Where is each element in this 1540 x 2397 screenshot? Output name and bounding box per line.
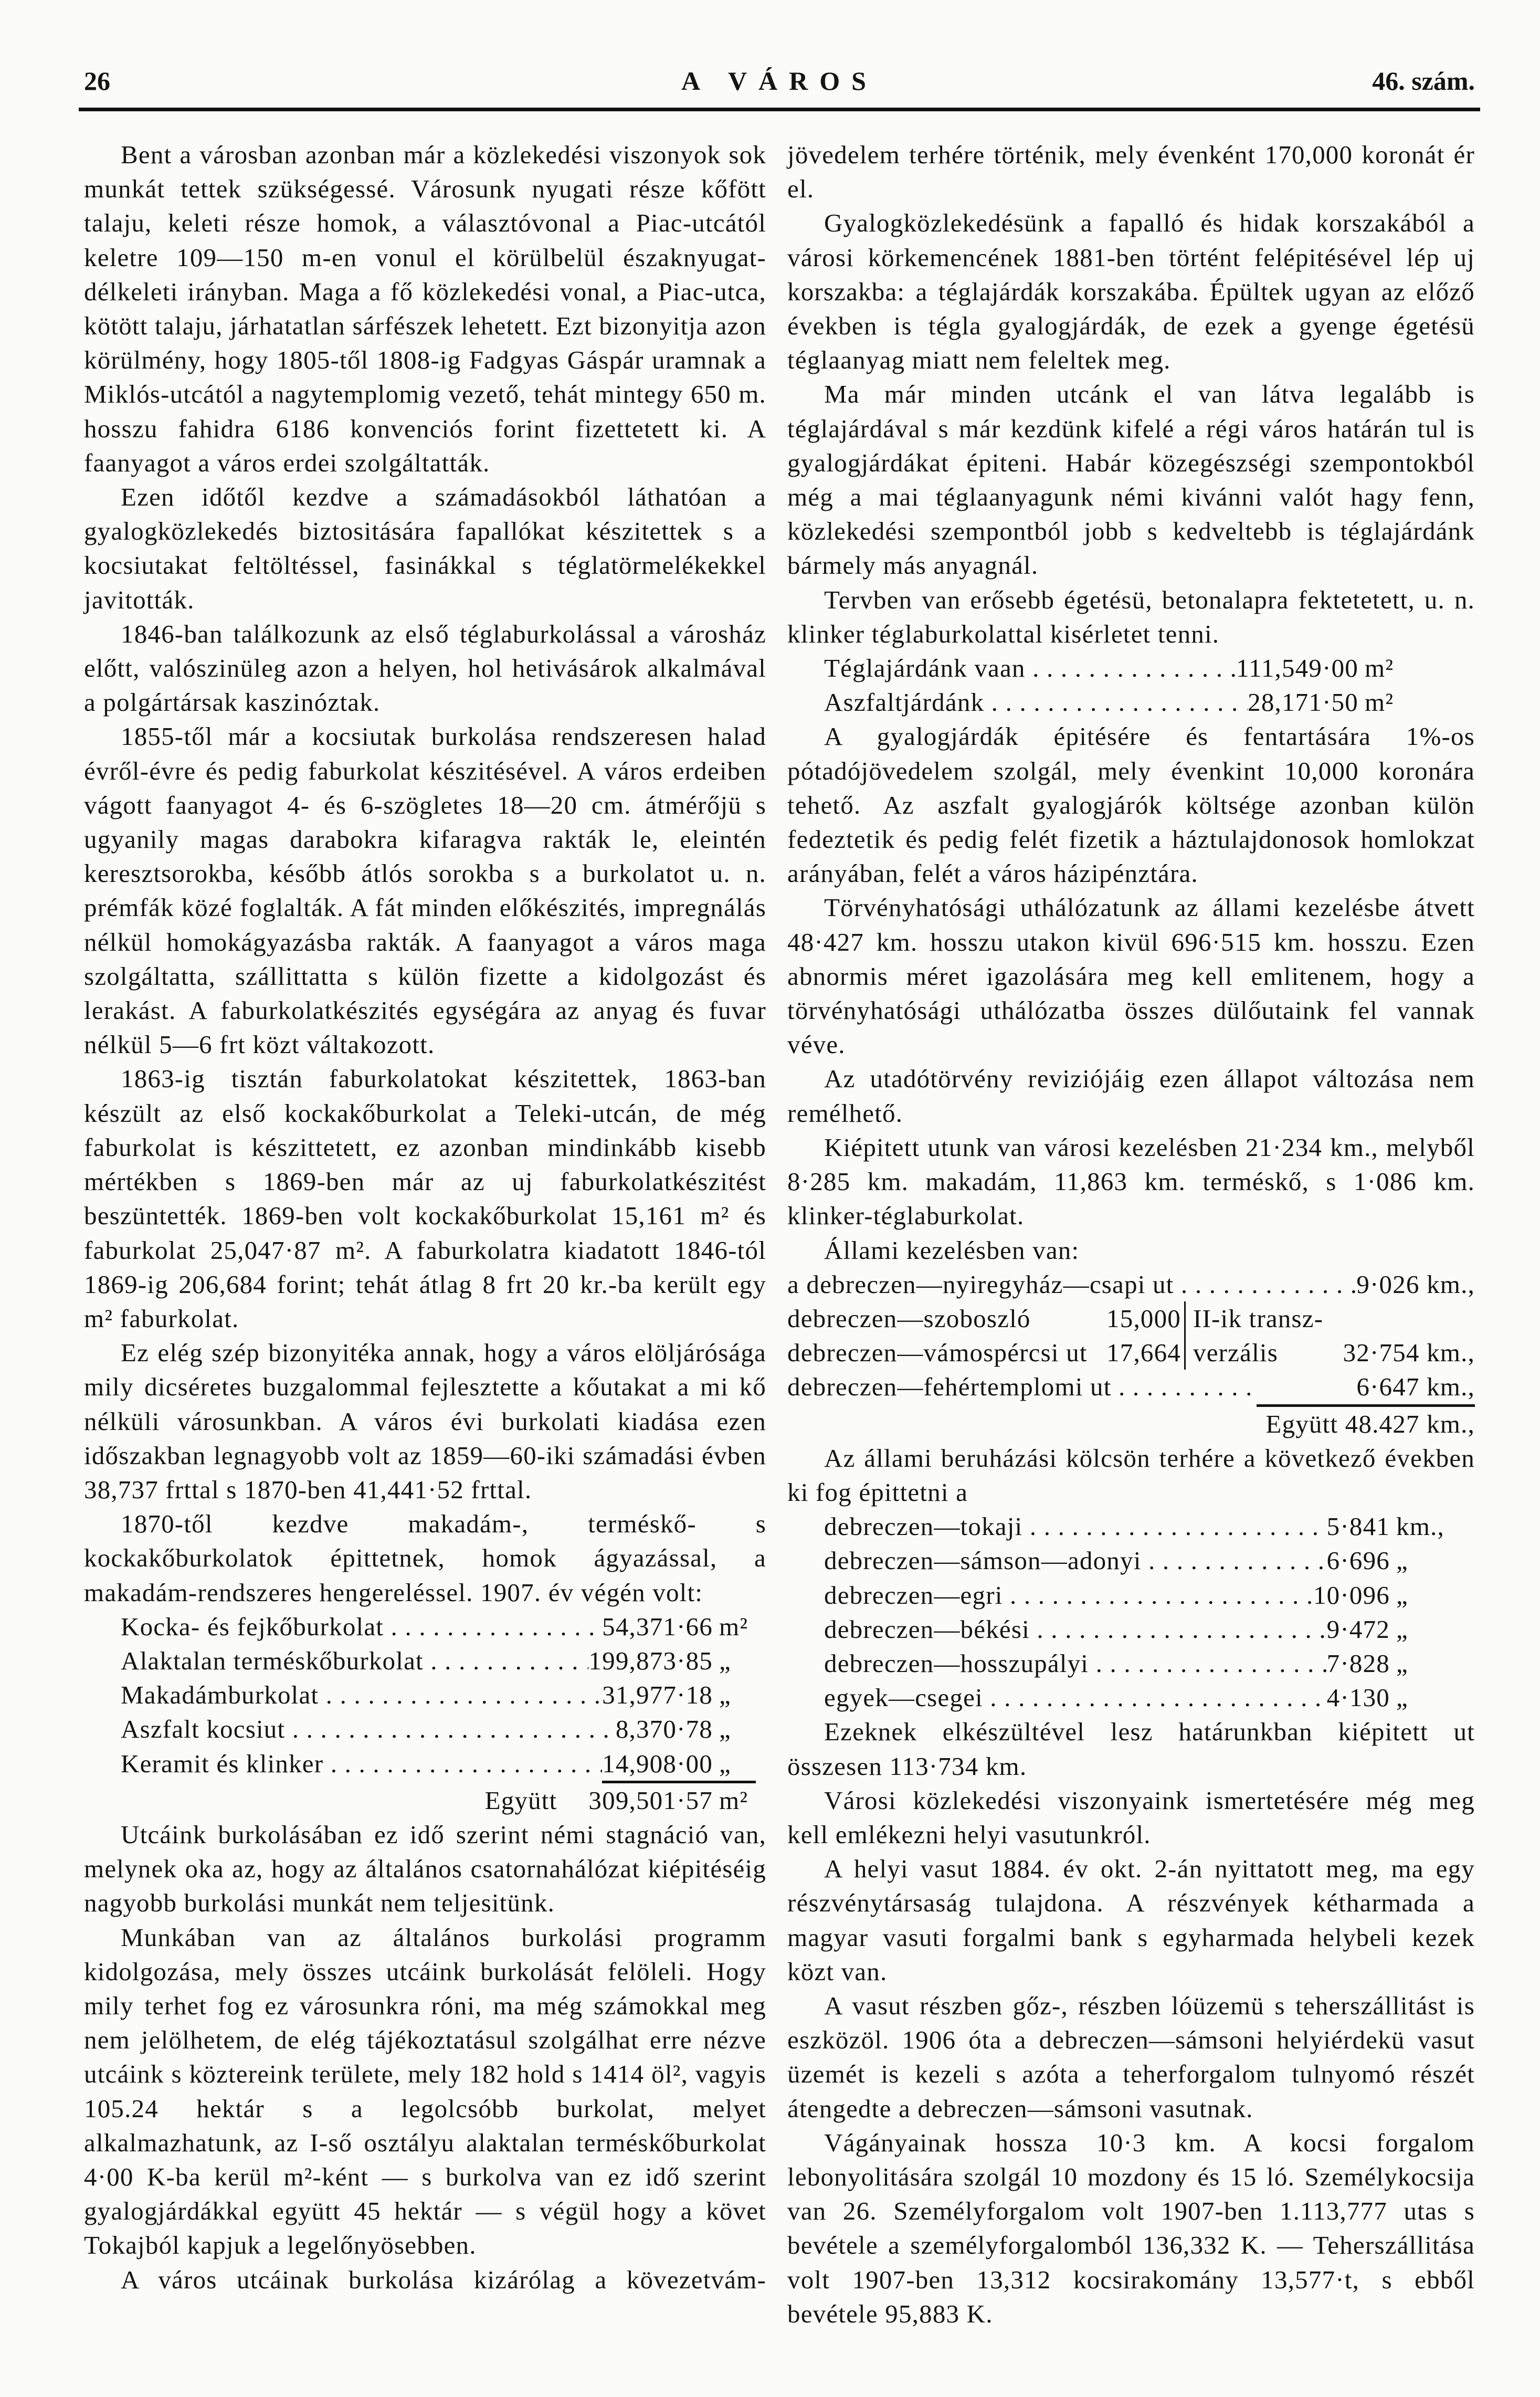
table-row: egyek—csegei . . . 4·130 „ <box>824 1680 1454 1715</box>
paragraph: Ezeknek elkészültével lesz határunkban kiépitett ut összesen 113·734 km. <box>787 1717 1475 1781</box>
table-row: Téglajárdánk vaan . . . 111,549·00 m² <box>824 651 1401 685</box>
table-row: Keramit és klinker . . . 14,908·00 „ <box>121 1747 756 1783</box>
table-row: Makadámburkolat . . . 31,977·18 „ <box>121 1678 756 1712</box>
newspaper-title: A VÁROS <box>681 66 878 96</box>
paragraph: Utcáink burkolásában ez idő szerint némi stagnáció van, melynek oka az, hogy az általános csatornahálózat kiépitéséig nagyobb burkolási munkát nem teljesitünk. <box>84 1820 766 1918</box>
left-column <box>84 138 766 2297</box>
table-row: Aszfaltjárdánk . . . 28,171·50 m² <box>824 685 1401 719</box>
paragraph: Állami kezelésben van: <box>824 1235 1080 1265</box>
paragraph: A város utcáinak burkolása kizárólag a kövezetvám- <box>121 2265 766 2294</box>
paragraph: A vasut részben gőz-, részben lóüzemü s teherszállitást is eszközöl. 1906 óta a debreczen—sámsoni helyiérdekü vasut üzemét is kezeli s azóta a teherforgalom tulnyomó részét átengedte a debreczen—sámsoni vasutnak. <box>787 1991 1475 2123</box>
paragraph: Ez elég szép bizonyitéka annak, hogy a város elöljárósága mily dicséretes buzgalommal fejlesztette a kőutakat a mi kő nélküli városunkban. A város évi burkolati kiadása ezen időszakban legnagyobb volt az 1859—60-iki számadási évben 38,737 frttal s 1870-ben 41,441·52 frttal. <box>84 1338 766 1504</box>
paving-table <box>84 1610 766 1817</box>
paragraph: 1855-től már a kocsiutak burkolása rendszeresen halad évről-évre és pedig faburkolat készitésével. A város erdeiben vágott faanyagot 4- és 6-szögletes 18—20 cm. átmérőjü s ugyanily magas darabokra kifaragva rakták le, eleintén keresztsorokba, később átlós sorokba s a burkolatot u. n. prémfák közé foglalták. A fát minden előkészités, impregnálás nélkül homokágyazásba rakták. A faanyagot a város maga szolgáltatta, szállittatta s külön fizette a kidolgozást és lerakást. A faburkolatkészités egységára az anyag és fuvar nélkül 5—6 frt közt váltakozott. <box>84 722 766 1059</box>
table-row: debreczen—sámson—adonyi . . . 6·696 „ <box>824 1543 1454 1578</box>
paragraph: A gyalogjárdák épitésére és fentartására 1%-os pótadójövedelem szolgál, mely évenkint 10,000 koronára tehető. Az aszfalt gyalogjárók költsége azonban külön fedeztetik és pedig felét fizetik a háztulajdonosok homlokzat arányában, felét a város házipénztára. <box>787 722 1475 888</box>
paragraph: Ezen időtől kezdve a számadásokból láthatóan a gyalogközlekedés biztositására fapallókat készitettek s a kocsiutakat feltöltéssel, fasinákkal s téglatörmelékekkel javitották. <box>84 482 766 614</box>
right-column <box>787 138 1475 2331</box>
paragraph: Kiépitett utunk van városi kezelésben 21·234 km., melyből 8·285 km. makadám, 11,863 km. terméskő, s 1·086 km. klinker-téglaburkolat. <box>787 1132 1475 1231</box>
table-row: debreczen—egri . . . 10·096 „ <box>824 1578 1454 1612</box>
paragraph: Gyalogközlekedésünk a fapalló és hidak korszakából a városi körkemencének 1881-ben történt felépitésével lép uj korszakba: a téglajárdák korszakába. Épültek ugyan az előző években is tégla gyalogjárdák, de ezek a gyenge égetésü téglaanyag miatt nem feleltek meg. <box>787 208 1475 375</box>
paragraph: 1846-ban találkozunk az első téglaburkolással a városház előtt, valószinüleg azon a helyen, hol hetivásárok alkalmával a polgártársak kaszinóztak. <box>84 619 766 717</box>
paragraph: 1863-ig tisztán faburkolatokat készitettek, 1863-ban készült az első kockakőburkolat a Teleki-utcán, de még faburkolat is készittetett, ez azonban mindinkább kisebb mértékben s 1869-ben már az uj faburkolatkészitést beszüntették. 1869-ben volt kockakőburkolat 15,161 m² és faburkolat 25,047·87 m². A faburkolatra kiadatott 1846-tól 1869-ig 206,684 forint; tehát átlag 8 frt 20 kr.-ba került egy m² faburkolat. <box>84 1064 766 1333</box>
paragraph: Munkában van az általános burkolási programm kidolgozása, mely összes utcáink burkolását felöleli. Hogy mily terhet fog ez városunkra róni, ma még számokkal meg nem jelölhetem, de elég tájékoztatásul szolgálhat erre nézve utcáink s köztereink területe, mely 182 hold s 1414 öl², vagyis 105.24 hektár s a legolcsóbb burkolat, melyet alkalmazhatunk, az I-ső osztályu alaktalan terméskőburkolat 4·00 K-ba kerül m²-ként — s burkolva van ez idő szerint gyalogjárdákkal együtt 45 hektár — s végül hogy a követ Tokajból kapjuk a legelőnyösebben. <box>84 1922 766 2260</box>
sidewalk-table <box>787 651 1475 719</box>
table-row: debreczen—vámospércsi ut 17,664 verzális 32·754 km., <box>787 1336 1475 1370</box>
paragraph: Bent a városban azonban már a közlekedési viszonyok sok munkát tettek szükségessé. Városunk nyugati része kőfött talaju, keleti része homok, a választóvonal a Piac-utcától keletre 109—150 m-en vonul el körülbelül északnyugat-délkeleti irányban. Maga a fő közlekedési vonal, a Piac-utca, kötött talaju, járhatatlan sárfészek lehetett. Ezt bizonyitja azon körülmény, hogy 1805-től 1808-ig Fadgyas Gáspár uramnak a Miklós-utcától a nagytemplomig vezető, tehát mintegy 650 m. hosszu fahidra 6186 konvenciós forint fizettetett ki. A faanyagot a város erdei szolgáltatták. <box>84 140 766 477</box>
paragraph: 1870-től kezdve makadám-, terméskő- s kockakőburkolatok épittetnek, homok ágyazással, a makadám-rendszeres hengereléssel. 1907. év végén volt: <box>84 1509 766 1607</box>
paragraph: Vágányainak hossza 10·3 km. A kocsi forgalom lebonyolitására szolgál 10 mozdony és 15 ló. Személykocsija van 26. Személyforgalom volt 1907-ben 1.113,777 utas s bevétele a személyforgalomból 136,332 K. — Teherszállitása volt 1907-ben 13,312 kocsirakomány 13,577·t, s ebből bevétele 95,883 K. <box>787 2128 1475 2328</box>
paragraph: jövedelem terhére történik, mely évenként 170,000 koronát ér el. <box>787 140 1475 204</box>
paragraph: Tervben van erősebb égetésü, betonalapra fektetetett, u. n. klinker téglaburkolattal kisérletet tenni. <box>787 585 1475 648</box>
table-row: Alaktalan terméskőburkolat . . . 199,873·85 „ <box>121 1644 756 1678</box>
issue-number: 46. szám. <box>1372 66 1475 96</box>
table-row: Kocka- és fejkőburkolat . . . 54,371·66 m² <box>121 1610 756 1644</box>
table-row: debreczen—békési . . . 9·472 „ <box>824 1612 1454 1646</box>
table-total: Együtt 309,501·57 m² <box>484 1785 748 1815</box>
state-roads-table <box>787 1267 1475 1441</box>
table-row: a debreczen—nyiregyház—csapi ut . . . 9·026 km., <box>787 1267 1475 1301</box>
header-rule <box>79 108 1480 111</box>
page-number: 26 <box>84 66 110 96</box>
paragraph: Az utadótörvény reviziójáig ezen állapot változása nem remélhető. <box>787 1064 1475 1128</box>
table-row: debreczen—fehértemplomi ut . . . 6·647 km., <box>787 1370 1475 1406</box>
table-row: debreczen—szoboszló 15,000 II-ik transz- <box>787 1301 1475 1336</box>
paragraph: Az állami beruházási kölcsön terhére a következő években ki fog épittetni a <box>787 1443 1475 1507</box>
paragraph: A helyi vasut 1884. év okt. 2-án nyittatott meg, ma egy részvénytársaság tulajdona. A részvények kétharmada a magyar vasuti forgalmi bank s egyharmada helybeli kezek közt van. <box>787 1854 1475 1986</box>
paragraph: Városi közlekedési viszonyaink ismertetésére még meg kell emlékezni helyi vasutunkról. <box>787 1785 1475 1849</box>
planned-roads-table <box>787 1509 1475 1715</box>
table-row: debreczen—hosszupályi . . . 7·828 „ <box>824 1646 1454 1680</box>
table-row: debreczen—tokaji . . . 5·841 km., <box>824 1509 1454 1543</box>
table-row: Aszfalt kocsiut . . . 8,370·78 „ <box>121 1712 756 1746</box>
page-header <box>84 66 1475 102</box>
paragraph: Ma már minden utcánk el van látva legalább is téglajárdával s már kezdünk kifelé a régi város határán tul is gyalogjárdákat épiteni. Habár közegészségi szempontokból még a mai téglaanyagunk némi kivánni valót hagy fenn, közlekedési szempontból jobb s kedveltebb is téglajárdánk bármely más anyagnál. <box>787 380 1475 580</box>
paragraph: Törvényhatósági uthálózatunk az állami kezelésbe átvett 48·427 km. hosszu utakon kivül 696·515 km. hosszu. Ezen abnormis méret igazolására meg kell emlitenem, hogy a törvényhatósági uthálózatba összes dülőutaink fel vannak véve. <box>787 893 1475 1059</box>
table-total: Együtt 48.427 km., <box>1265 1409 1475 1438</box>
